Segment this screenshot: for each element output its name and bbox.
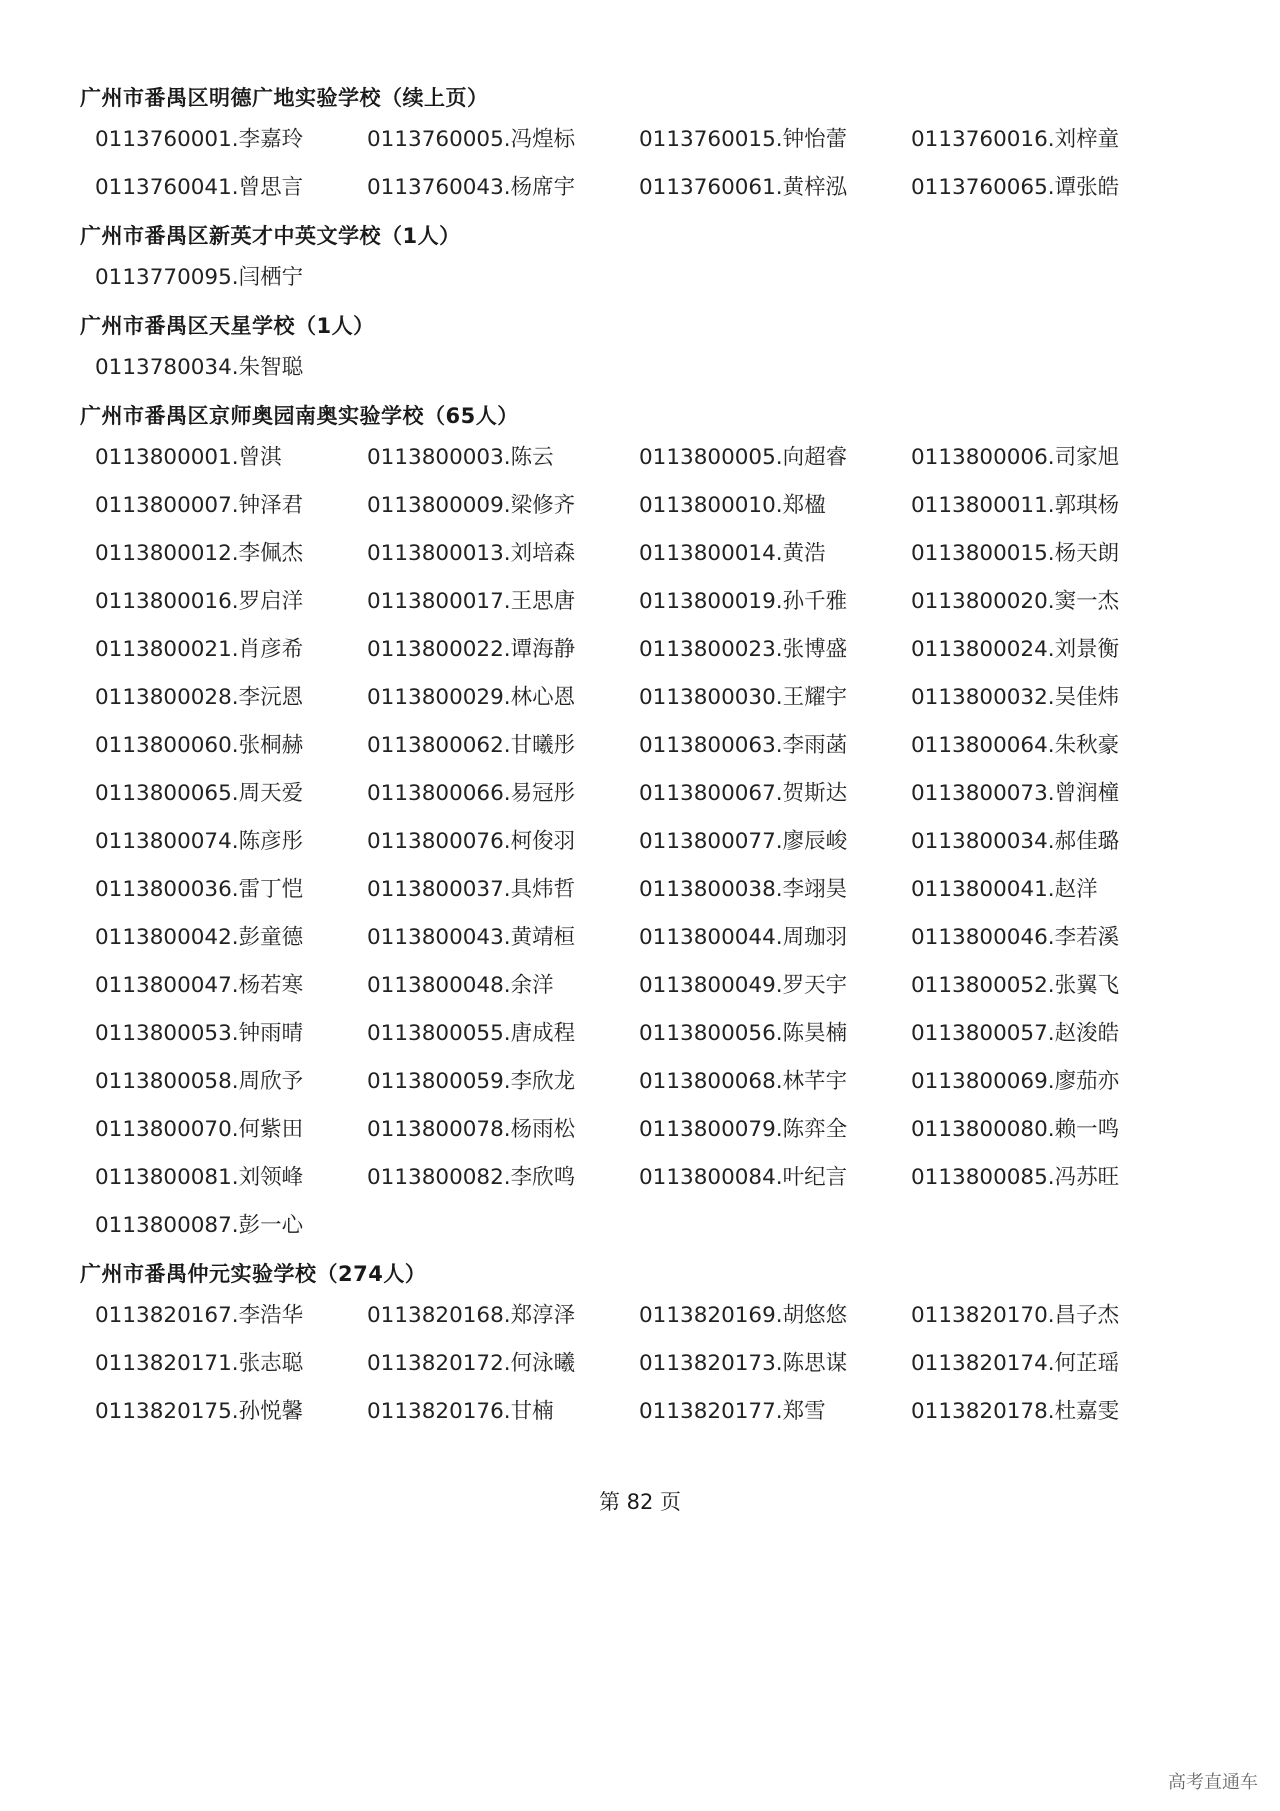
student-list — [80, 1302, 1140, 1426]
student-entry: 0113800030.王耀宇 — [639, 685, 848, 710]
student-entry: 0113800063.李雨菡 — [639, 733, 848, 758]
student-entry: 0113760016.刘梓童 — [911, 127, 1120, 152]
student-entry: 0113800052.张翼飞 — [911, 973, 1120, 998]
student-entry: 0113800041.赵洋 — [911, 877, 1098, 902]
student-entry: 0113760041.曾思言 — [95, 175, 304, 200]
student-entry: 0113800062.甘曦彤 — [367, 733, 576, 758]
student-entry: 0113770095.闫栖宁 — [95, 265, 304, 290]
student-entry: 0113820178.杜嘉雯 — [911, 1399, 1120, 1424]
student-entry: 0113820167.李浩华 — [95, 1303, 304, 1328]
student-entry: 0113820174.何芷瑶 — [911, 1351, 1120, 1376]
document-page — [80, 84, 1140, 1446]
student-entry: 0113800065.周天爱 — [95, 781, 304, 806]
student-entry: 0113820169.胡悠悠 — [639, 1303, 848, 1328]
student-list — [80, 264, 1140, 292]
student-entry: 0113800037.具炜哲 — [367, 877, 576, 902]
student-entry: 0113800060.张桐赫 — [95, 733, 304, 758]
student-entry: 0113800003.陈云 — [367, 445, 554, 470]
student-entry: 0113800020.窦一杰 — [911, 589, 1120, 614]
student-entry: 0113800067.贺斯达 — [639, 781, 848, 806]
student-entry: 0113820171.张志聪 — [95, 1351, 304, 1376]
student-entry: 0113800013.刘培森 — [367, 541, 576, 566]
student-entry: 0113800082.李欣鸣 — [367, 1165, 576, 1190]
student-entry: 0113800012.李佩杰 — [95, 541, 304, 566]
student-entry: 0113800069.廖茄亦 — [911, 1069, 1120, 1094]
page-number: 第 82 页 — [598, 1490, 682, 1514]
school-title: 广州市番禺区天星学校（1人） — [80, 314, 375, 338]
student-list — [80, 354, 1140, 382]
student-entry: 0113820170.昌子杰 — [911, 1303, 1120, 1328]
student-entry: 0113800074.陈彦彤 — [95, 829, 304, 854]
student-entry: 0113800081.刘领峰 — [95, 1165, 304, 1190]
student-entry: 0113760001.李嘉玲 — [95, 127, 304, 152]
student-entry: 0113820172.何泳曦 — [367, 1351, 576, 1376]
student-entry: 0113820177.郑雪 — [639, 1399, 826, 1424]
student-entry: 0113800010.郑楹 — [639, 493, 826, 518]
watermark: 高考直通车 — [1168, 1772, 1258, 1793]
student-entry: 0113800078.杨雨松 — [367, 1117, 576, 1142]
student-entry: 0113800001.曾淇 — [95, 445, 282, 470]
student-entry: 0113760043.杨席宇 — [367, 175, 576, 200]
student-entry: 0113820173.陈思谋 — [639, 1351, 848, 1376]
student-entry: 0113800032.吴佳炜 — [911, 685, 1120, 710]
student-entry: 0113800019.孙千雅 — [639, 589, 848, 614]
student-entry: 0113760005.冯煌标 — [367, 127, 576, 152]
student-entry: 0113800036.雷丁恺 — [95, 877, 304, 902]
school-title: 广州市番禺区京师奥园南奥实验学校（65人） — [80, 404, 519, 428]
student-entry: 0113800021.肖彦希 — [95, 637, 304, 662]
student-entry: 0113800044.周珈羽 — [639, 925, 848, 950]
student-entry: 0113800047.杨若寒 — [95, 973, 304, 998]
student-entry: 0113800015.杨天朗 — [911, 541, 1120, 566]
student-entry: 0113800014.黄浩 — [639, 541, 826, 566]
student-entry: 0113800064.朱秋豪 — [911, 733, 1120, 758]
student-entry: 0113780034.朱智聪 — [95, 355, 304, 380]
student-entry: 0113800084.叶纪言 — [639, 1165, 848, 1190]
student-entry: 0113800055.唐成程 — [367, 1021, 576, 1046]
student-entry: 0113800038.李翊昊 — [639, 877, 848, 902]
student-entry: 0113800005.向超睿 — [639, 445, 848, 470]
student-entry: 0113800009.梁修齐 — [367, 493, 576, 518]
student-entry: 0113800016.罗启洋 — [95, 589, 304, 614]
student-entry: 0113800073.曾润橦 — [911, 781, 1120, 806]
student-entry: 0113800022.谭海静 — [367, 637, 576, 662]
student-entry: 0113800087.彭一心 — [95, 1213, 304, 1238]
school-section — [80, 84, 1140, 202]
student-entry: 0113800042.彭童德 — [95, 925, 304, 950]
school-section — [80, 402, 1140, 1240]
student-entry: 0113800028.李沅恩 — [95, 685, 304, 710]
student-entry: 0113800023.张博盛 — [639, 637, 848, 662]
student-entry: 0113800011.郭琪杨 — [911, 493, 1120, 518]
student-entry: 0113820176.甘楠 — [367, 1399, 554, 1424]
student-entry: 0113800048.余洋 — [367, 973, 554, 998]
student-entry: 0113800024.刘景衡 — [911, 637, 1120, 662]
student-entry: 0113800070.何紫田 — [95, 1117, 304, 1142]
school-section — [80, 222, 1140, 292]
student-entry: 0113800046.李若溪 — [911, 925, 1120, 950]
student-entry: 0113800080.赖一鸣 — [911, 1117, 1120, 1142]
student-entry: 0113760065.谭张皓 — [911, 175, 1120, 200]
school-title: 广州市番禺仲元实验学校（274人） — [80, 1262, 427, 1286]
student-entry: 0113820175.孙悦馨 — [95, 1399, 304, 1424]
student-entry: 0113800007.钟泽君 — [95, 493, 304, 518]
school-section — [80, 1260, 1140, 1426]
student-entry: 0113800066.易冠彤 — [367, 781, 576, 806]
student-entry: 0113800034.郝佳璐 — [911, 829, 1120, 854]
student-entry: 0113800043.黄靖桓 — [367, 925, 576, 950]
student-entry: 0113800085.冯苏旺 — [911, 1165, 1120, 1190]
school-title: 广州市番禺区新英才中英文学校（1人） — [80, 224, 461, 248]
student-entry: 0113800049.罗天宇 — [639, 973, 848, 998]
student-entry: 0113800006.司家旭 — [911, 445, 1120, 470]
school-section — [80, 312, 1140, 382]
student-entry: 0113800056.陈昊楠 — [639, 1021, 848, 1046]
student-entry: 0113800053.钟雨晴 — [95, 1021, 304, 1046]
student-entry: 0113800077.廖辰峻 — [639, 829, 848, 854]
student-entry: 0113800058.周欣予 — [95, 1069, 304, 1094]
student-entry: 0113800068.林芊宇 — [639, 1069, 848, 1094]
student-entry: 0113800057.赵浚皓 — [911, 1021, 1120, 1046]
student-entry: 0113760061.黄梓泓 — [639, 175, 848, 200]
student-entry: 0113760015.钟怡蕾 — [639, 127, 848, 152]
student-entry: 0113800017.王思唐 — [367, 589, 576, 614]
student-list — [80, 444, 1140, 1240]
student-entry: 0113800076.柯俊羽 — [367, 829, 576, 854]
student-entry: 0113800059.李欣龙 — [367, 1069, 576, 1094]
student-entry: 0113800079.陈弈全 — [639, 1117, 848, 1142]
student-entry: 0113800029.林心恩 — [367, 685, 576, 710]
student-entry: 0113820168.郑淳泽 — [367, 1303, 576, 1328]
school-title: 广州市番禺区明德广地实验学校（续上页） — [80, 86, 489, 110]
student-list — [80, 126, 1140, 202]
